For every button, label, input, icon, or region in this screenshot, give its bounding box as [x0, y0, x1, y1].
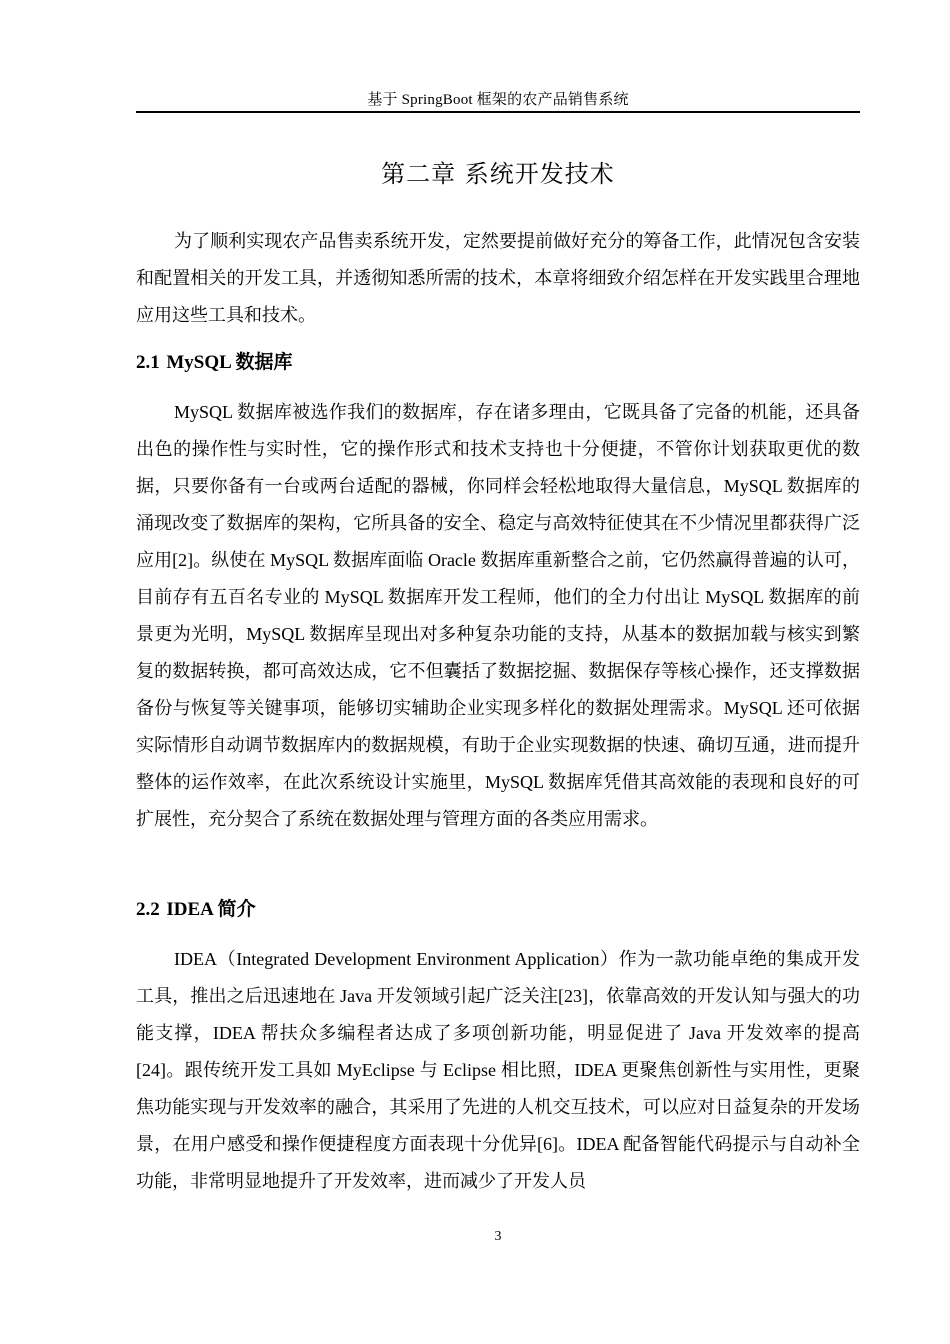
intro-paragraph: 为了顺利实现农产品售卖系统开发，定然要提前做好充分的筹备工作，此情况包含安装和配置相关的开发工具，并透彻知悉所需的技术，本章将细致介绍怎样在开发实践里合理地应用这些工具和技术。	[136, 231, 860, 325]
chapter-title: 第二章 系统开发技术	[381, 160, 615, 188]
section-2-1-paragraph: MySQL 数据库被选作我们的数据库，存在诸多理由，它既具备了完备的机能，还具备出色的操作性与实时性，它的操作形式和技术支持也十分便捷，不管你计划获取更优的数据，只要你备有一台或两台适配的器械，你同样会轻松地取得大量信息，MySQL 数据库的涌现改变了数据库的架构，它所具备的安全、稳定与高效特征使其在不少情况里都获得广泛应用[2]。纵使在 MySQL 数据库面临 Oracle 数据库重新整合之前，它仍然赢得普遍的认可，目前存有五百名专业的 MySQL 数据库开发工程师，他们的全力付出让 MySQL 数据库的前景更为光明，MySQL 数据库呈现出对多种复杂功能的支持，从基本的数据加载与核实到繁复的数据转换，都可高效达成，它不但囊括了数据挖掘、数据保存等核心操作，还支撑数据备份与恢复等关键事项，能够切实辅助企业实现多样化的数据处理需求。MySQL 还可依据实际情形自动调节数据库内的数据规模，有助于企业实现数据的快速、确切互通，进而提升整体的运作效率，在此次系统设计实施里，MySQL 数据库凭借其高效能的表现和良好的可扩展性，充分契合了系统在数据处理与管理方面的各类应用需求。	[136, 402, 860, 829]
section-number: 2.2	[136, 899, 160, 920]
section-number: 2.1	[136, 352, 160, 373]
section-heading-2-1	[136, 347, 860, 378]
page-number: 3	[494, 1229, 502, 1244]
section-title: MySQL 数据库	[166, 352, 293, 373]
running-header: 基于 SpringBoot 框架的农产品销售系统	[367, 92, 629, 108]
header-rule	[136, 111, 860, 113]
section-heading-2-2	[136, 894, 860, 925]
section-2-2-paragraph: IDEA（Integrated Development Environment Application）作为一款功能卓绝的集成开发工具，推出之后迅速地在 Java 开发领域引起广泛关注[23]，依靠高效的开发认知与强大的功能支撑，IDEA 帮扶众多编程者达成了多项创新功能，明显促进了 Java 开发效率的提高[24]。跟传统开发工具如 MyEclipse 与 Eclipse 相比照，IDEA 更聚焦创新性与实用性，更聚焦功能实现与开发效率的融合，其采用了先进的人机交互技术，可以应对日益复杂的开发场景，在用户感受和操作便捷程度方面表现十分优异[6]。IDEA 配备智能代码提示与自动补全功能，非常明显地提升了开发效率，进而减少了开发人员	[136, 949, 860, 1191]
section-title: IDEA 简介	[166, 899, 256, 920]
